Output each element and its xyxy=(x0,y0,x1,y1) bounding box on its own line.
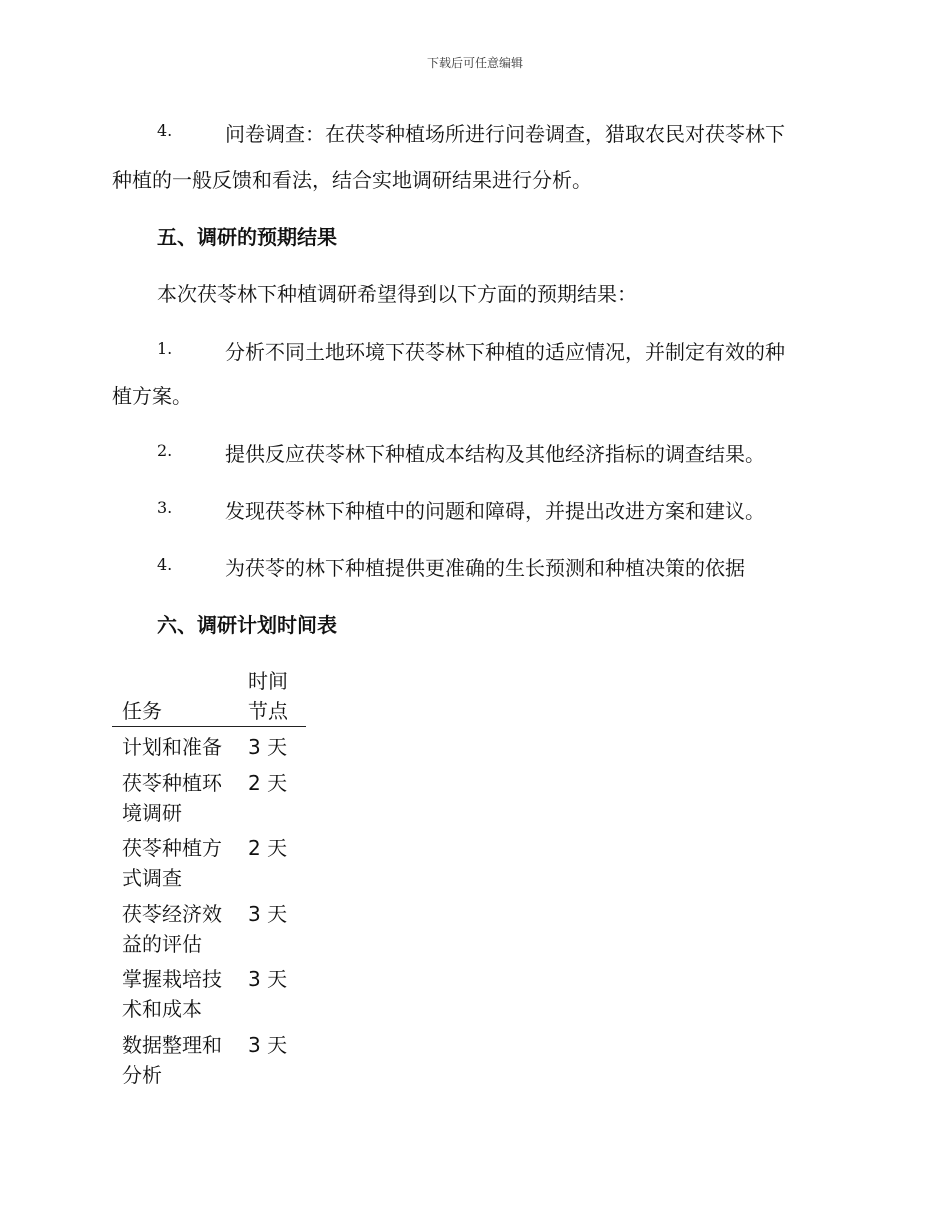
section-heading: 五、调研的预期结果 xyxy=(157,225,337,249)
list-number: 1. xyxy=(157,339,173,358)
table-header-time-line2: 节点 xyxy=(248,699,288,723)
list-number: 4. xyxy=(157,555,173,574)
list-number: 3. xyxy=(157,498,173,517)
paragraph: 本次茯苓林下种植调研希望得到以下方面的预期结果： xyxy=(157,282,637,306)
table-cell-task: 茯苓种植方 xyxy=(122,836,222,860)
table-cell-task-cont: 术和成本 xyxy=(122,997,202,1021)
list-text-line: 种植的一般反馈和看法，结合实地调研结果进行分析。 xyxy=(112,168,592,192)
list-number: 4. xyxy=(157,121,173,140)
table-cell-task-cont: 益的评估 xyxy=(122,932,202,956)
table-cell-task-cont: 式调查 xyxy=(122,866,182,890)
list-text-line: 分析不同土地环境下茯苓林下种植的适应情况，并制定有效的种 xyxy=(225,340,785,364)
table-cell-task: 茯苓经济效 xyxy=(122,902,222,926)
list-text-line: 提供反应茯苓林下种植成本结构及其他经济指标的调查结果。 xyxy=(225,442,765,466)
table-cell-time: 2 天 xyxy=(248,836,288,860)
table-header-task: 任务 xyxy=(122,699,162,723)
section-heading: 六、调研计划时间表 xyxy=(157,613,337,637)
page-header: 下载后可任意编辑 xyxy=(426,56,523,70)
table-cell-time: 3 天 xyxy=(248,1033,288,1057)
table-cell-task: 茯苓种植环 xyxy=(122,771,222,795)
table-cell-task: 掌握栽培技 xyxy=(122,967,222,991)
table-cell-task-cont: 境调研 xyxy=(122,801,182,825)
table-cell-time: 2 天 xyxy=(248,771,288,795)
table-cell-task: 数据整理和 xyxy=(122,1033,222,1057)
table-cell-task: 计划和准备 xyxy=(122,735,222,759)
table-cell-time: 3 天 xyxy=(248,902,288,926)
table-cell-time: 3 天 xyxy=(248,735,288,759)
table-header-rule xyxy=(112,726,306,727)
list-text-line: 问卷调查：在茯苓种植场所进行问卷调查，猎取农民对茯苓林下 xyxy=(225,122,785,146)
table-header-time-line1: 时间 xyxy=(248,669,288,693)
list-number: 2. xyxy=(157,441,173,460)
list-text-line: 为茯苓的林下种植提供更准确的生长预测和种植决策的依据 xyxy=(225,556,745,580)
table-cell-time: 3 天 xyxy=(248,967,288,991)
table-cell-task-cont: 分析 xyxy=(122,1063,162,1087)
list-text-line: 发现茯苓林下种植中的问题和障碍，并提出改进方案和建议。 xyxy=(225,499,765,523)
list-text-line: 植方案。 xyxy=(112,384,192,408)
